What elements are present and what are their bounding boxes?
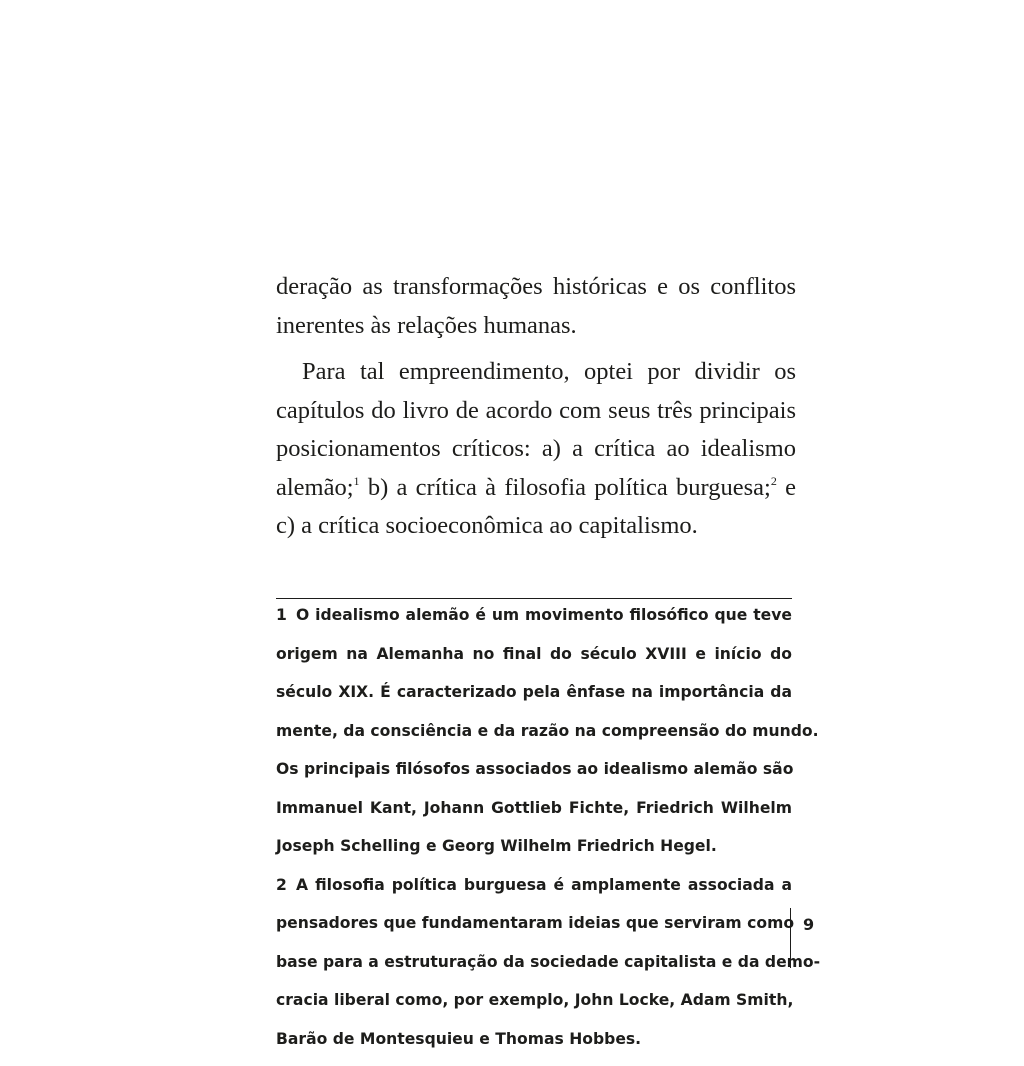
footnote-1-line-5: Os principais filósofos associados ao idealismo alemão são	[276, 758, 792, 797]
footnote-2-line-2: pensadores que fundamentaram ideias que serviram como	[276, 912, 792, 951]
paragraph-2-line-4	[276, 469, 796, 508]
page-number-rule	[790, 908, 791, 968]
page-number: 9	[803, 915, 814, 934]
footnote-text: A filosofia política burguesa é amplamente associada a	[296, 876, 792, 894]
text-segment: b) a crítica à filosofia política burguesa;	[360, 474, 771, 501]
paragraph-2-line-1: Para tal empreendimento, optei por dividir os	[276, 353, 796, 392]
footnote-1-line-3: século XIX. É caracterizado pela ênfase na importância da	[276, 681, 792, 720]
footnote-1-line-4: mente, da consciência e da razão na compreensão do mundo.	[276, 720, 792, 759]
paragraph-1-line-2: inerentes às relações humanas.	[276, 307, 796, 346]
text-segment: e	[777, 474, 796, 501]
footnotes	[276, 604, 792, 1066]
footnote-2-line-1	[276, 874, 792, 913]
main-text	[276, 268, 796, 546]
footnote-ref-1: 1	[354, 474, 360, 488]
paragraph-2-line-2: capítulos do livro de acordo com seus três principais	[276, 392, 796, 431]
footnote-ref-2: 2	[771, 474, 777, 488]
footnote-2-line-4: cracia liberal como, por exemplo, John Locke, Adam Smith,	[276, 989, 792, 1028]
footnote-text: O idealismo alemão é um movimento filosófico que teve	[296, 606, 792, 624]
footnote-1-line-7: Joseph Schelling e Georg Wilhelm Friedrich Hegel.	[276, 835, 792, 874]
paragraph-2-line-3: posicionamentos críticos: a) a crítica ao idealismo	[276, 430, 796, 469]
footnote-2-line-3: base para a estruturação da sociedade capitalista e da demo-	[276, 951, 792, 990]
footnote-2-number: 2	[276, 874, 296, 898]
footnote-1-line-2: origem na Alemanha no final do século XVIII e início do	[276, 643, 792, 682]
paragraph-1-line-1: deração as transformações históricas e os conflitos	[276, 268, 796, 307]
footnote-1-number: 1	[276, 604, 296, 628]
footnote-separator	[276, 598, 792, 599]
paragraph-2-line-5: c) a crítica socioeconômica ao capitalismo.	[276, 507, 796, 546]
footnote-2-line-5: Barão de Montesquieu e Thomas Hobbes.	[276, 1028, 792, 1066]
text-segment: alemão;	[276, 474, 354, 501]
footnote-1-line-1	[276, 604, 792, 643]
footnote-1-line-6: Immanuel Kant, Johann Gottlieb Fichte, Friedrich Wilhelm	[276, 797, 792, 836]
